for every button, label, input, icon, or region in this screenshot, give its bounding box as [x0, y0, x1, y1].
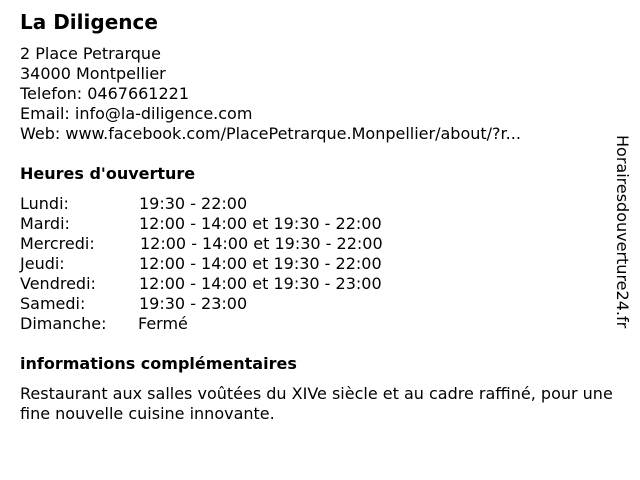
- day-hours: 12:00 - 14:00 et 19:30 - 22:00: [140, 234, 383, 253]
- day-hours: 19:30 - 22:00: [139, 194, 248, 213]
- street-address: 2 Place Petrarque: [20, 44, 161, 63]
- additional-info-heading: informations complémentaires: [20, 354, 297, 373]
- day-hours: 12:00 - 14:00 et 19:30 - 22:00: [139, 214, 382, 233]
- day-label: Dimanche:: [20, 314, 107, 333]
- city-address: 34000 Montpellier: [20, 64, 166, 83]
- contact-block: [20, 44, 521, 144]
- website-address: Web: www.facebook.com/PlacePetrarque.Monpellier/about/?r...: [20, 124, 521, 143]
- day-hours: 12:00 - 14:00 et 19:30 - 22:00: [139, 254, 382, 273]
- opening-hours-heading: Heures d'ouverture: [20, 164, 196, 183]
- day-label: Mardi:: [20, 214, 70, 233]
- day-label: Lundi:: [20, 194, 69, 213]
- day-hours: Fermé: [138, 314, 188, 333]
- day-hours: 19:30 - 23:00: [139, 294, 248, 313]
- day-label: Vendredi:: [20, 274, 96, 293]
- day-label: Jeudi:: [20, 254, 65, 273]
- day-hours: 12:00 - 14:00 et 19:30 - 23:00: [139, 274, 382, 293]
- day-label: Mercredi:: [20, 234, 95, 253]
- day-label: Samedi:: [20, 294, 86, 313]
- restaurant-description: Restaurant aux salles voûtées du XIVe siècle et au cadre raffiné, pour une fine nouvelle cuisine innovante.: [20, 384, 613, 423]
- phone-number: Telefon: 0467661221: [20, 84, 190, 103]
- email-address: Email: info@la-diligence.com: [20, 104, 253, 123]
- restaurant-name: La Diligence: [20, 10, 158, 34]
- site-watermark: Horairesdouverture24.fr: [613, 135, 632, 329]
